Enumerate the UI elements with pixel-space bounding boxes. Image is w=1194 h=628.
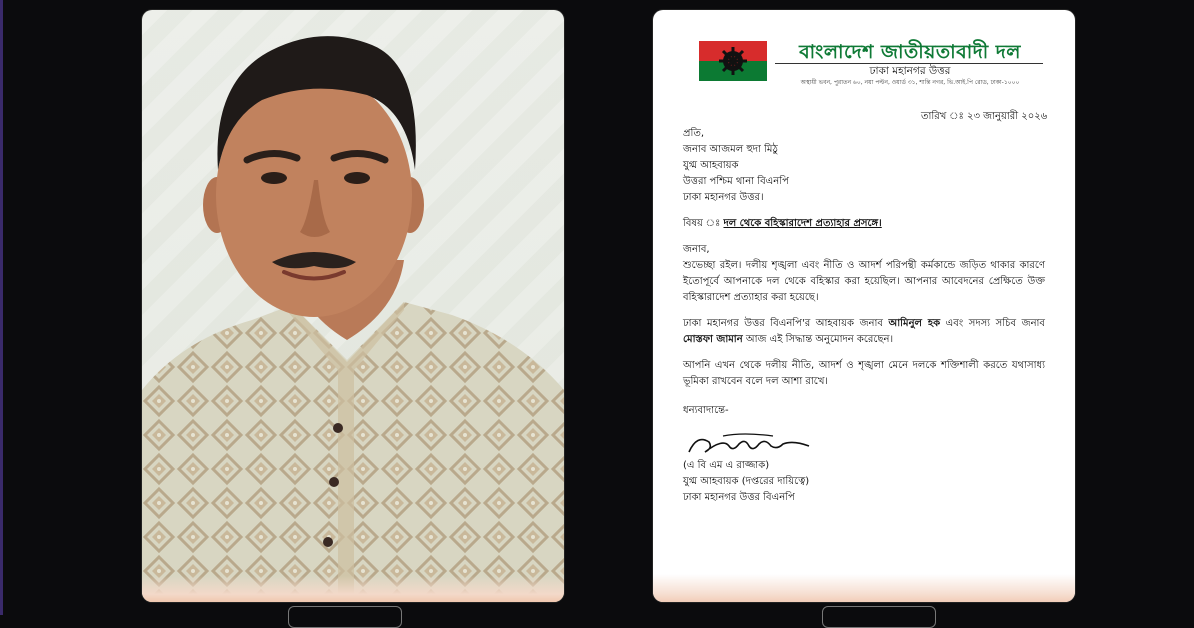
recipient-city: ঢাকা মহানগর উত্তর। <box>683 192 764 203</box>
letter-bottom-fade <box>653 574 1075 602</box>
secretary-name: মোস্তফা জামান <box>683 334 743 345</box>
unit-name: ঢাকা মহানগর উত্তর <box>869 65 951 77</box>
subject-line <box>683 216 882 232</box>
photo-bottom-fade <box>142 576 564 602</box>
photo-caption-tab[interactable] <box>288 606 402 628</box>
letter-date: তারিখ ঃ ২৩ জানুয়ারী ২০২৬ <box>921 111 1048 122</box>
body2-text-b: এবং সদস্য সচিব জনাব <box>940 318 1045 329</box>
man-portrait-illustration <box>142 10 564 602</box>
recipient-unit: উত্তরা পশ্চিম থানা বিএনপি <box>683 176 789 187</box>
party-flag-icon <box>699 41 767 81</box>
handwritten-signature <box>683 428 815 458</box>
signer-name: (এ বি এম এ রাজ্জাক) <box>683 460 770 471</box>
press-letter <box>653 10 1075 602</box>
body-paragraph-1: শুভেচ্ছা রইল। দলীয় শৃঙ্খলা এবং নীতি ও আদর্শ পরিপন্থী কর্মকান্ডে জড়িত থাকার কারণে ইতোপূর্বে আপনাকে দল থেকে বহিস্কার করা হয়েছিল। আপনার আবেদনের প্রেক্ষিতে উক্ত বহিস্কারাদেশ প্রত্যাহার করা হয়েছে। <box>683 260 1045 303</box>
recipient-name: জনাব আজমল হুদা মিঠু <box>683 144 778 155</box>
subject-text: দল থেকে বহিস্কারাদেশ প্রত্যাহার প্রসঙ্গে। <box>723 218 882 229</box>
office-address: অস্থায়ী ভবন, পুরাতন ৬০, নয়া পল্টন, ওয়ার্ড ৩১, শান্তি নগর, ভি.আই.পি রোড, ঢাকা-১০০০ <box>800 79 1020 86</box>
to-label: প্রতি, <box>683 128 705 139</box>
body2-text-c: আজ এই সিদ্ধান্ত অনুমোদন করেছেন। <box>742 334 894 345</box>
body-paragraph-2 <box>683 316 1045 348</box>
body-paragraph-3: আপনি এখন থেকে দলীয় নীতি, আদর্শ ও শৃঙ্খলা মেনে দলকে শক্তিশালী করতে যথাসাধ্য ভূমিকা রাখবেন বলে দল আশা রাখে। <box>683 360 1045 387</box>
letter-caption-tab[interactable] <box>822 606 936 628</box>
subject-label: বিষয় ঃ <box>683 218 724 229</box>
recipient-title: যুগ্ম আহবায়ক <box>683 160 739 171</box>
signer-title: যুগ্ম আহবায়ক (দপ্তরের দায়িত্বে) <box>683 476 810 487</box>
party-name: বাংলাদেশ জাতীয়তাবাদী দল <box>799 41 1021 63</box>
salutation: জনাব, <box>683 244 710 255</box>
portrait-photo <box>142 10 564 602</box>
signer-unit: ঢাকা মহানগর উত্তর বিএনপি <box>683 492 795 503</box>
body2-text-a: ঢাকা মহানগর উত্তর বিএনপি'র আহবায়ক জনাব <box>683 318 889 329</box>
convener-name: আমিনুল হক <box>888 318 941 329</box>
closing: ধন্যবাদান্তে- <box>683 405 729 416</box>
left-frame-edge <box>0 0 3 615</box>
